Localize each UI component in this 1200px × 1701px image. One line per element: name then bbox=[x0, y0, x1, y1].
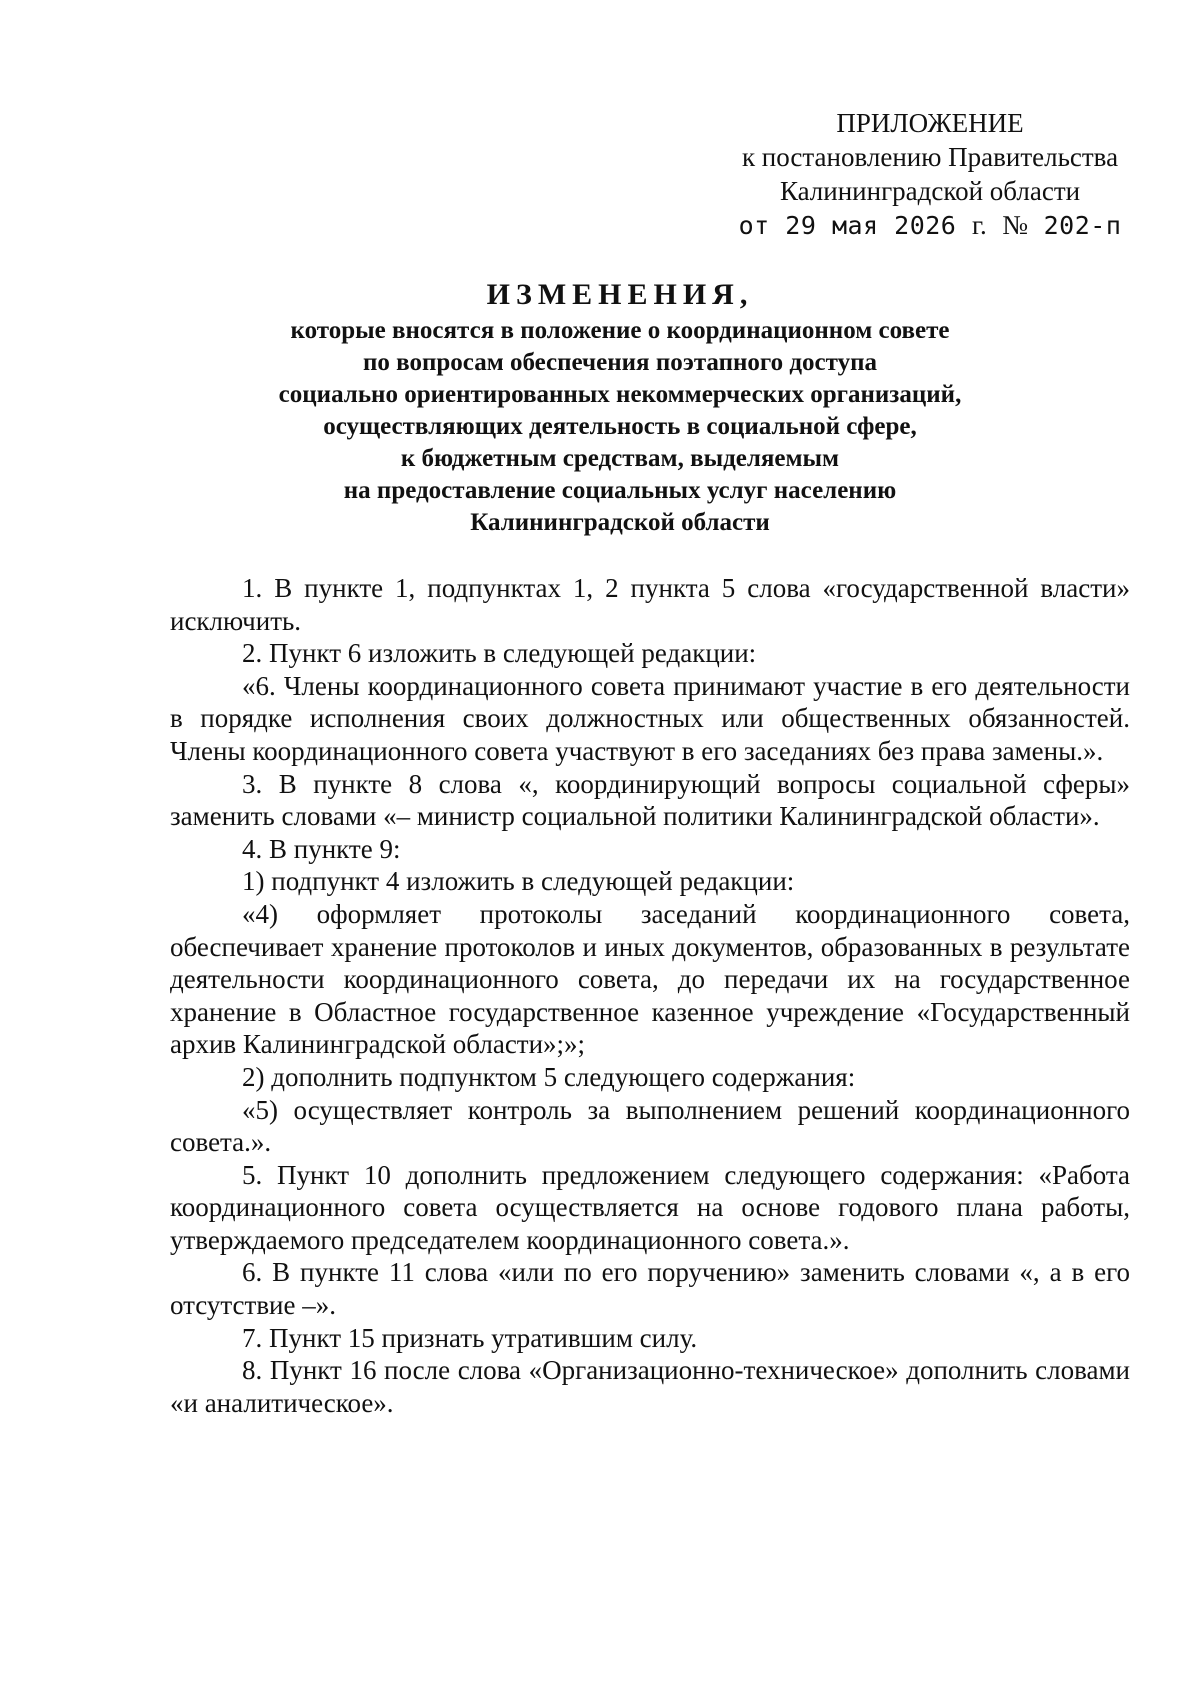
paragraph-4-sub-2: 2) дополнить подпунктом 5 следующего содержания: bbox=[242, 1061, 856, 1092]
appendix-title: ПРИЛОЖЕНИЕ bbox=[836, 108, 1024, 138]
paragraph-4-sub-1-quote: «4) оформляет протоколы заседаний координационного совета, обеспечивает хранение протоколов и иных документов, образованных в результате деятельности координационного совета, до передачи их на государственное хранение в Областное государственное казенное учреждение «Государственный архив Калининградской области»;»; bbox=[170, 898, 1130, 1060]
appendix-line-2: Калининградской области bbox=[779, 176, 1081, 206]
paragraph-7: 7. Пункт 15 признать утратившим силу. bbox=[242, 1322, 698, 1353]
subtitle-line: которые вносятся в положение о координационном совете bbox=[290, 317, 950, 344]
number-sign: № bbox=[1002, 210, 1029, 240]
paragraph-6: 6. В пункте 11 слова «или по его поручению» заменить словами «, а в его отсутствие –». bbox=[170, 1257, 1130, 1321]
paragraph-2-quote: «6. Члены координационного совета принимают участие в его деятельности в порядке исполнения своих должностных или общественных обязанностей. Члены координационного совета участвуют в его заседаниях без права замены.». bbox=[170, 670, 1130, 766]
date-year-suffix: г. bbox=[971, 210, 987, 240]
date-value: 29 мая 2026 bbox=[785, 211, 957, 240]
paragraph-4-sub-1: 1) подпункт 4 изложить в следующей редакции: bbox=[242, 866, 795, 897]
subtitle-line: на предоставление социальных услуг населению bbox=[343, 477, 897, 504]
document-number: 202-п bbox=[1043, 211, 1122, 240]
subtitle-line: осуществляющих деятельность в социальной сфере, bbox=[323, 413, 917, 440]
subtitle-line: Калининградской области bbox=[470, 509, 770, 536]
paragraph-2: 2. Пункт 6 изложить в следующей редакции: bbox=[242, 638, 757, 669]
paragraph-8: 8. Пункт 16 после слова «Организационно-техническое» дополнить словами «и аналитическое». bbox=[170, 1355, 1130, 1418]
appendix-block bbox=[720, 106, 1140, 243]
date-prefix: от bbox=[738, 211, 770, 240]
appendix-line-1: к постановлению Правительства bbox=[741, 142, 1119, 172]
paragraph-4: 4. В пункте 9: bbox=[242, 833, 401, 864]
document-title-block bbox=[170, 275, 1070, 539]
paragraph-4-sub-2-quote: «5) осуществляет контроль за выполнением решений координационного совета.». bbox=[170, 1094, 1130, 1158]
paragraph-5: 5. Пункт 10 дополнить предложением следующего содержания: «Работа координационного совета осуществляется на основе годового плана работы, утверждаемого председателем координационного совета.». bbox=[170, 1159, 1130, 1255]
paragraph-3: 3. В пункте 8 слова «, координирующий вопросы социальной сферы» заменить словами «– министр социальной политики Калининградской области». bbox=[170, 768, 1130, 832]
subtitle-line: к бюджетным средствам, выделяемым bbox=[400, 445, 840, 472]
paragraph-1: 1. В пункте 1, подпунктах 1, 2 пункта 5 слова «государственной власти» исключить. bbox=[170, 573, 1130, 636]
subtitle-line: социально ориентированных некоммерческих организаций, bbox=[278, 381, 962, 408]
document-body bbox=[170, 572, 1130, 1419]
appendix-date-line bbox=[720, 208, 1140, 243]
document-heading: ИЗМЕНЕНИЯ, bbox=[486, 278, 754, 311]
subtitle-line: по вопросам обеспечения поэтапного доступа bbox=[363, 349, 877, 376]
